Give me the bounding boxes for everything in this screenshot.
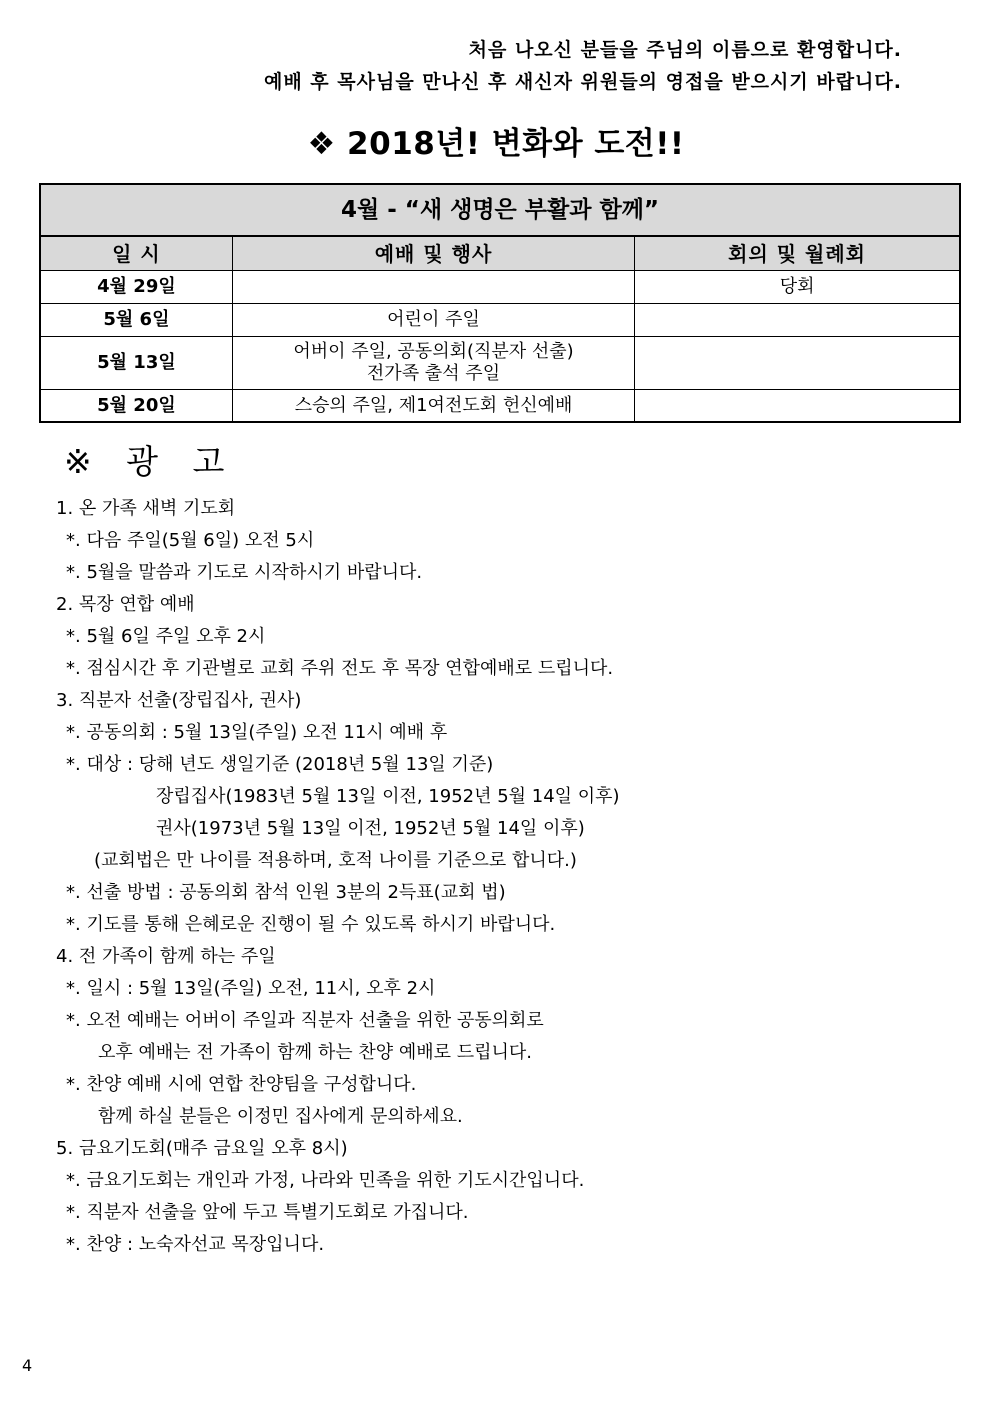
notice-detail: *. 기도를 통해 은혜로운 진행이 될 수 있도록 하시기 바랍니다. xyxy=(66,914,556,935)
notice-detail: *. 찬양 : 노숙자선교 목장입니다. xyxy=(66,1234,325,1255)
row-event-line-2: 전가족 출석 주일 xyxy=(366,363,501,384)
notice-detail: 장립집사(1983년 5월 13일 이전, 1952년 5월 14일 이후) xyxy=(156,786,620,807)
notice-title: 3. 직분자 선출(장립집사, 권사) xyxy=(56,690,302,711)
notice-detail: (교회법은 만 나이를 적용하며, 호적 나이를 기준으로 합니다.) xyxy=(94,850,577,871)
notice-title: 1. 온 가족 새벽 기도회 xyxy=(56,498,236,519)
notice-detail: *. 금요기도회는 개인과 가정, 나라와 민족을 위한 기도시간입니다. xyxy=(66,1170,585,1191)
notice-detail: *. 일시 : 5월 13일(주일) 오전, 11시, 오후 2시 xyxy=(66,978,436,999)
schedule-table xyxy=(39,183,961,423)
table-row xyxy=(40,390,960,423)
row-event: 어린이 주일 xyxy=(232,304,634,337)
header-date: 일 시 xyxy=(40,236,232,271)
notice-detail: *. 선출 방법 : 공동의회 참석 인원 3분의 2득표(교회 법) xyxy=(66,882,506,903)
announcements-heading: ※ 광 고 xyxy=(64,442,237,481)
announcements-list xyxy=(56,493,620,1261)
page-number: 4 xyxy=(22,1356,33,1375)
schedule-banner-row xyxy=(40,184,960,236)
welcome-message xyxy=(264,34,902,98)
row-date: 5월 20일 xyxy=(40,390,232,423)
row-date: 5월 13일 xyxy=(40,337,232,390)
notice-detail: *. 대상 : 당해 년도 생일기준 (2018년 5월 13일 기준) xyxy=(66,754,494,775)
header-event: 예배 및 행사 xyxy=(232,236,634,271)
row-date: 4월 29일 xyxy=(40,271,232,304)
notice-detail: 함께 하실 분들은 이정민 집사에게 문의하세요. xyxy=(98,1106,463,1127)
notice-detail: *. 다음 주일(5월 6일) 오전 5시 xyxy=(66,530,315,551)
page-title: ❖ 2018년! 변화와 도전!! xyxy=(307,126,685,162)
row-meeting xyxy=(635,337,960,390)
notice-detail: 권사(1973년 5월 13일 이전, 1952년 5월 14일 이후) xyxy=(156,818,585,839)
header-meeting: 회의 및 월례회 xyxy=(635,236,960,271)
schedule-header-row xyxy=(40,236,960,271)
row-event xyxy=(232,337,634,390)
notice-detail: *. 찬양 예배 시에 연합 찬양팀을 구성합니다. xyxy=(66,1074,417,1095)
notice-detail: *. 오전 예배는 어버이 주일과 직분자 선출을 위한 공동의회로 xyxy=(66,1010,544,1031)
row-meeting xyxy=(635,390,960,423)
schedule-banner: 4월 - “새 생명은 부활과 함께” xyxy=(40,184,960,236)
notice-title: 4. 전 가족이 함께 하는 주일 xyxy=(56,946,276,967)
row-event xyxy=(232,271,634,304)
notice-detail: *. 5월 6일 주일 오후 2시 xyxy=(66,626,266,647)
row-meeting: 당회 xyxy=(635,271,960,304)
notice-detail: *. 직분자 선출을 앞에 두고 특별기도회로 가집니다. xyxy=(66,1202,469,1223)
table-row xyxy=(40,271,960,304)
row-event: 스승의 주일, 제1여전도회 헌신예배 xyxy=(232,390,634,423)
table-row xyxy=(40,337,960,390)
row-meeting xyxy=(635,304,960,337)
row-event-line-1: 어버이 주일, 공동의회(직분자 선출) xyxy=(293,341,574,362)
welcome-line-2: 예배 후 목사님을 만나신 후 새신자 위원들의 영접을 받으시기 바랍니다. xyxy=(263,71,902,93)
notice-detail: *. 점심시간 후 기관별로 교회 주위 전도 후 목장 연합예배로 드립니다. xyxy=(66,658,614,679)
notice-title: 2. 목장 연합 예배 xyxy=(56,594,195,615)
notice-detail: 오후 예배는 전 가족이 함께 하는 찬양 예배로 드립니다. xyxy=(98,1042,533,1063)
notice-title: 5. 금요기도회(매주 금요일 오후 8시) xyxy=(56,1138,348,1159)
row-date: 5월 6일 xyxy=(40,304,232,337)
table-row xyxy=(40,304,960,337)
notice-detail: *. 공동의회 : 5월 13일(주일) 오전 11시 예배 후 xyxy=(66,722,448,743)
notice-detail: *. 5월을 말씀과 기도로 시작하시기 바랍니다. xyxy=(66,562,423,583)
welcome-line-1: 처음 나오신 분들을 주님의 이름으로 환영합니다. xyxy=(468,39,902,61)
